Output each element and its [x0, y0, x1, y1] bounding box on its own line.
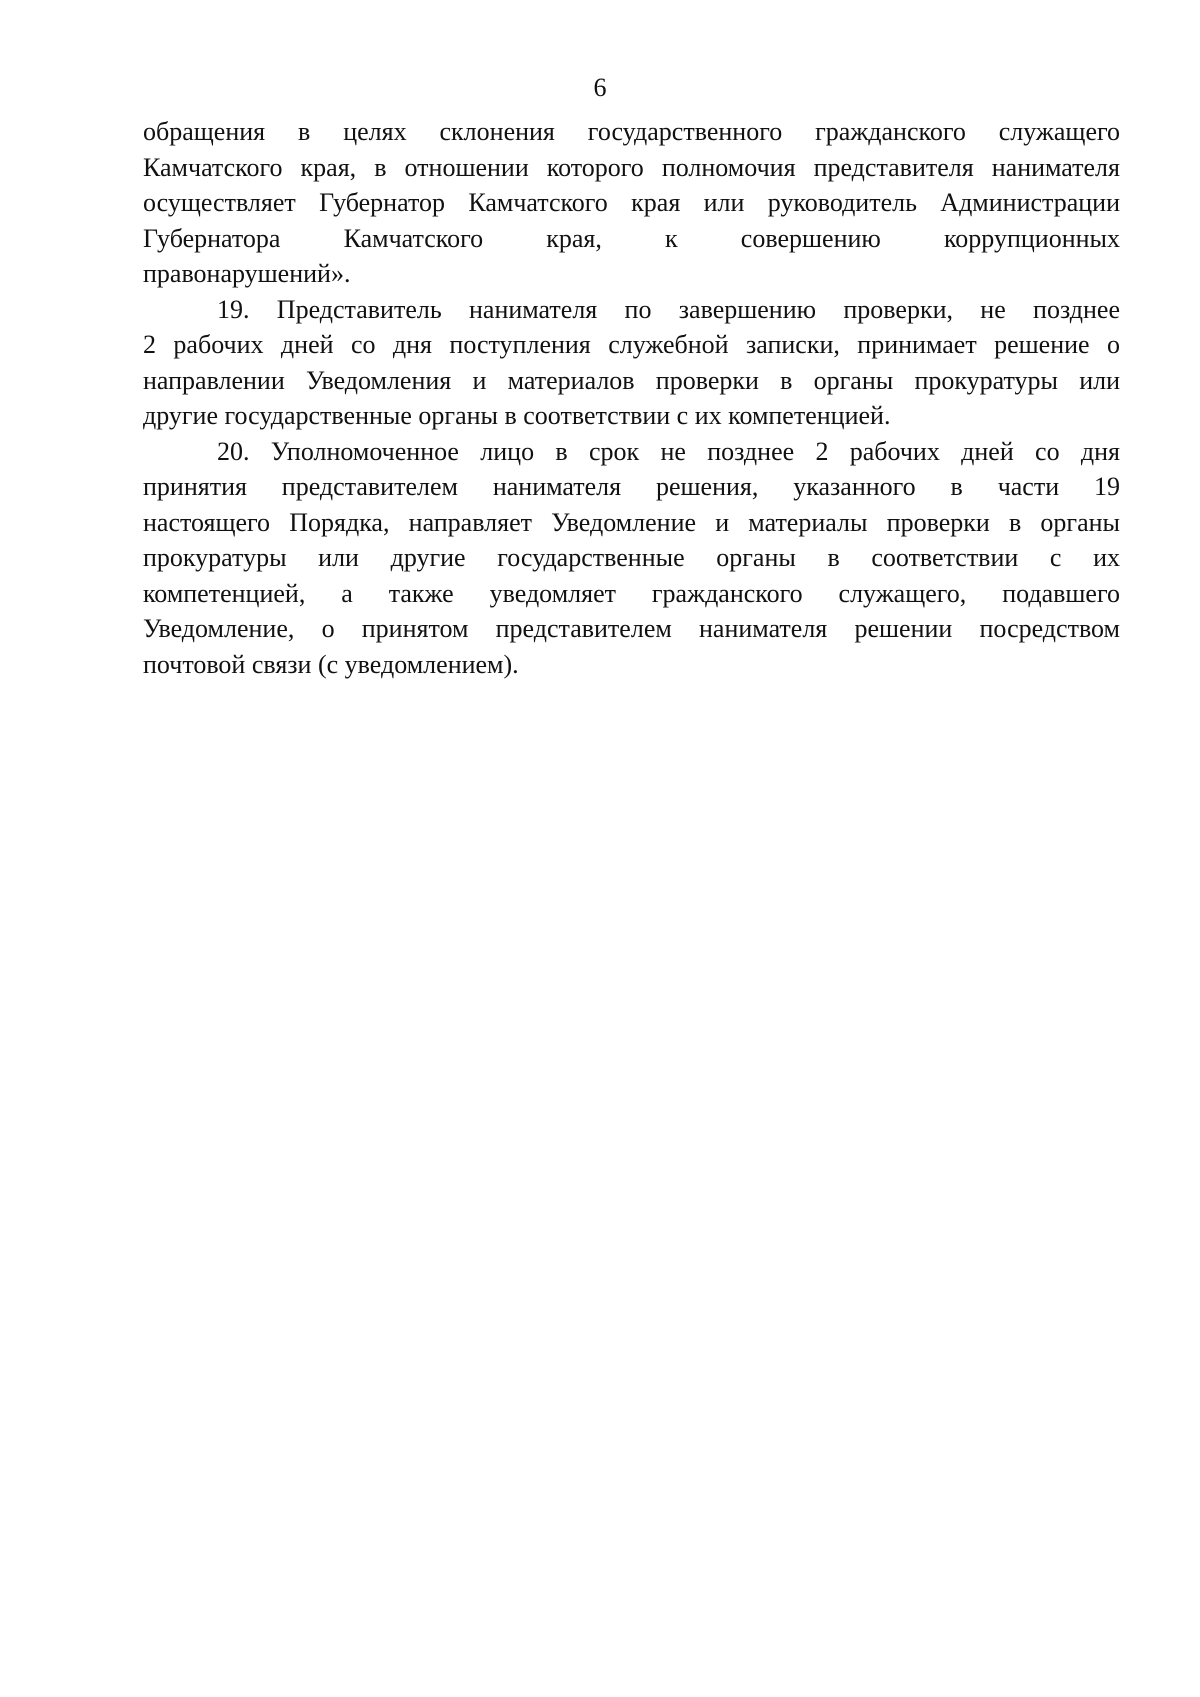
- text-line: правонарушений».: [143, 259, 351, 288]
- text-line: обращения в целях склонения государственного гражданского служащего: [143, 117, 1120, 146]
- text-line: 19. Представитель нанимателя по завершению проверки, не позднее: [217, 294, 1120, 324]
- text-line: компетенцией, а также уведомляет гражданского служащего, подавшего: [143, 578, 1120, 608]
- text-line: Губернатора Камчатского края, к совершению коррупционных: [143, 223, 1120, 253]
- text-line: осуществляет Губернатор Камчатского края или руководитель Администрации: [143, 188, 1120, 217]
- text-line: 20. Уполномоченное лицо в срок не позднее 2 рабочих дней со дня: [217, 436, 1120, 466]
- paragraph-item-20: [143, 434, 1120, 683]
- text-line: принятия представителем нанимателя решения, указанного в части 19: [143, 472, 1120, 501]
- text-line: 2 рабочих дней со дня поступления служебной записки, принимает решение о: [143, 330, 1120, 359]
- text-line: Уведомление, о принятом представителем нанимателя решении посредством: [143, 614, 1120, 643]
- text-line: почтовой связи (с уведомлением).: [143, 649, 519, 679]
- paragraph-continuation: [143, 114, 1120, 292]
- text-line: прокуратуры или другие государственные органы в соответствии с их: [143, 543, 1120, 572]
- text-line: Камчатского края, в отношении которого полномочия представителя нанимателя: [143, 152, 1120, 182]
- text-line: другие государственные органы в соответствии с их компетенцией.: [143, 401, 891, 430]
- document-body: [143, 114, 1120, 682]
- text-line: настоящего Порядка, направляет Уведомление и материалы проверки в органы: [143, 507, 1120, 537]
- paragraph-item-19: [143, 292, 1120, 434]
- text-line: направлении Уведомления и материалов проверки в органы прокуратуры или: [143, 365, 1120, 395]
- page-number: 6: [593, 73, 607, 102]
